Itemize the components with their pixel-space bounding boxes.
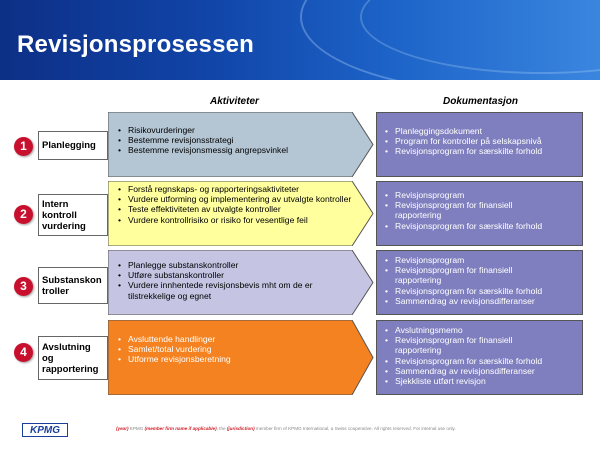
documentation-box (376, 181, 583, 246)
activities-header: Aktiviteter (210, 96, 259, 107)
phase-number-badge: 2 (14, 205, 33, 224)
phase-number-badge: 1 (14, 137, 33, 156)
phase-label: Avslutning og rapportering (38, 336, 108, 380)
documentation-item: • Revisjonsprogram for finansiell rapportering (383, 335, 545, 355)
page-title: Revisjonsprosessen (17, 31, 255, 58)
activity-item: • Samlet/total vurdering (116, 344, 354, 354)
footer-jurisdiction: (jurisdiction) (226, 426, 255, 431)
activity-list (116, 184, 354, 225)
activity-item: • Utføre substanskontroller (116, 270, 354, 280)
documentation-list (383, 325, 593, 386)
activity-item: • Vurdere utforming og implementering av utvalgte kontroller (116, 194, 354, 204)
activity-item: • Avsluttende handlinger (116, 334, 354, 344)
documentation-box (376, 250, 583, 315)
documentation-item: • Revisjonsprogram for særskilte forhold (383, 146, 593, 156)
activity-item: • Vurdere kontrollrisiko or risiko for vesentlige feil (116, 215, 354, 225)
documentation-item: • Avslutningsmemo (383, 325, 593, 335)
activity-item: • Utforme revisjonsberetning (116, 354, 354, 364)
documentation-list (383, 190, 593, 231)
footer-text: KPMG (128, 426, 145, 431)
documentation-item: • Revisjonsprogram for finansiell rapportering (383, 265, 545, 285)
phase-label: Planlegging (38, 131, 108, 160)
documentation-box (376, 112, 583, 177)
documentation-item: • Program for kontroller på selskapsnivå (383, 136, 593, 146)
documentation-box (376, 320, 583, 395)
activity-list (116, 125, 354, 156)
activity-item: • Forstå regnskaps- og rapporteringsaktiviteter (116, 184, 354, 194)
activities-arrow (108, 250, 374, 315)
documentation-item: • Sammendrag av revisjonsdifferanser (383, 296, 593, 306)
phase-number-badge: 3 (14, 277, 33, 296)
documentation-list (383, 255, 593, 306)
footer-text: member firm of KPMG International, a Swiss cooperative. All rights reserved. For internal use only. (254, 426, 456, 431)
activity-item: • Risikovurderinger (116, 125, 354, 135)
copyright-footer (116, 426, 456, 431)
activity-item: • Bestemme revisjonsmessig angrepsvinkel (116, 145, 354, 155)
documentation-item: • Sjekkliste utført revisjon (383, 376, 593, 386)
documentation-item: • Revisjonsprogram for særskilte forhold (383, 221, 593, 231)
kpmg-logo: KPMG (22, 423, 68, 437)
documentation-item: • Planleggingsdokument (383, 126, 593, 136)
documentation-item: • Revisjonsprogram (383, 255, 593, 265)
activity-item: • Vurdere innhentede revisjonsbevis mht om de er tilstrekkelige og egnet (116, 280, 354, 300)
documentation-list (383, 126, 593, 157)
phase-label: Intern kontroll vurdering (38, 194, 108, 236)
documentation-item: • Revisjonsprogram (383, 190, 593, 200)
activities-arrow (108, 181, 374, 246)
phase-number-badge: 4 (14, 343, 33, 362)
documentation-item: • Revisjonsprogram for særskilte forhold (383, 286, 593, 296)
activity-item: • Planlegge substanskontroller (116, 260, 354, 270)
phase-label: Substanskon troller (38, 267, 108, 304)
footer-member-firm: (member firm name if applicable) (144, 426, 217, 431)
activity-item: • Bestemme revisjonsstrategi (116, 135, 354, 145)
activities-arrow (108, 112, 374, 177)
activity-list (116, 260, 354, 301)
documentation-header: Dokumentasjon (443, 96, 519, 107)
footer-year: (year) (116, 426, 129, 431)
documentation-item: • Sammendrag av revisjonsdifferanser (383, 366, 593, 376)
documentation-item: • Revisjonsprogram for særskilte forhold (383, 356, 593, 366)
activity-item: • Teste effektiviteten av utvalgte kontroller (116, 204, 354, 214)
activities-arrow (108, 320, 374, 395)
documentation-item: • Revisjonsprogram for finansiell rapportering (383, 200, 545, 220)
activity-list (116, 334, 354, 365)
footer-text: , the (216, 426, 227, 431)
title-banner (0, 0, 600, 80)
